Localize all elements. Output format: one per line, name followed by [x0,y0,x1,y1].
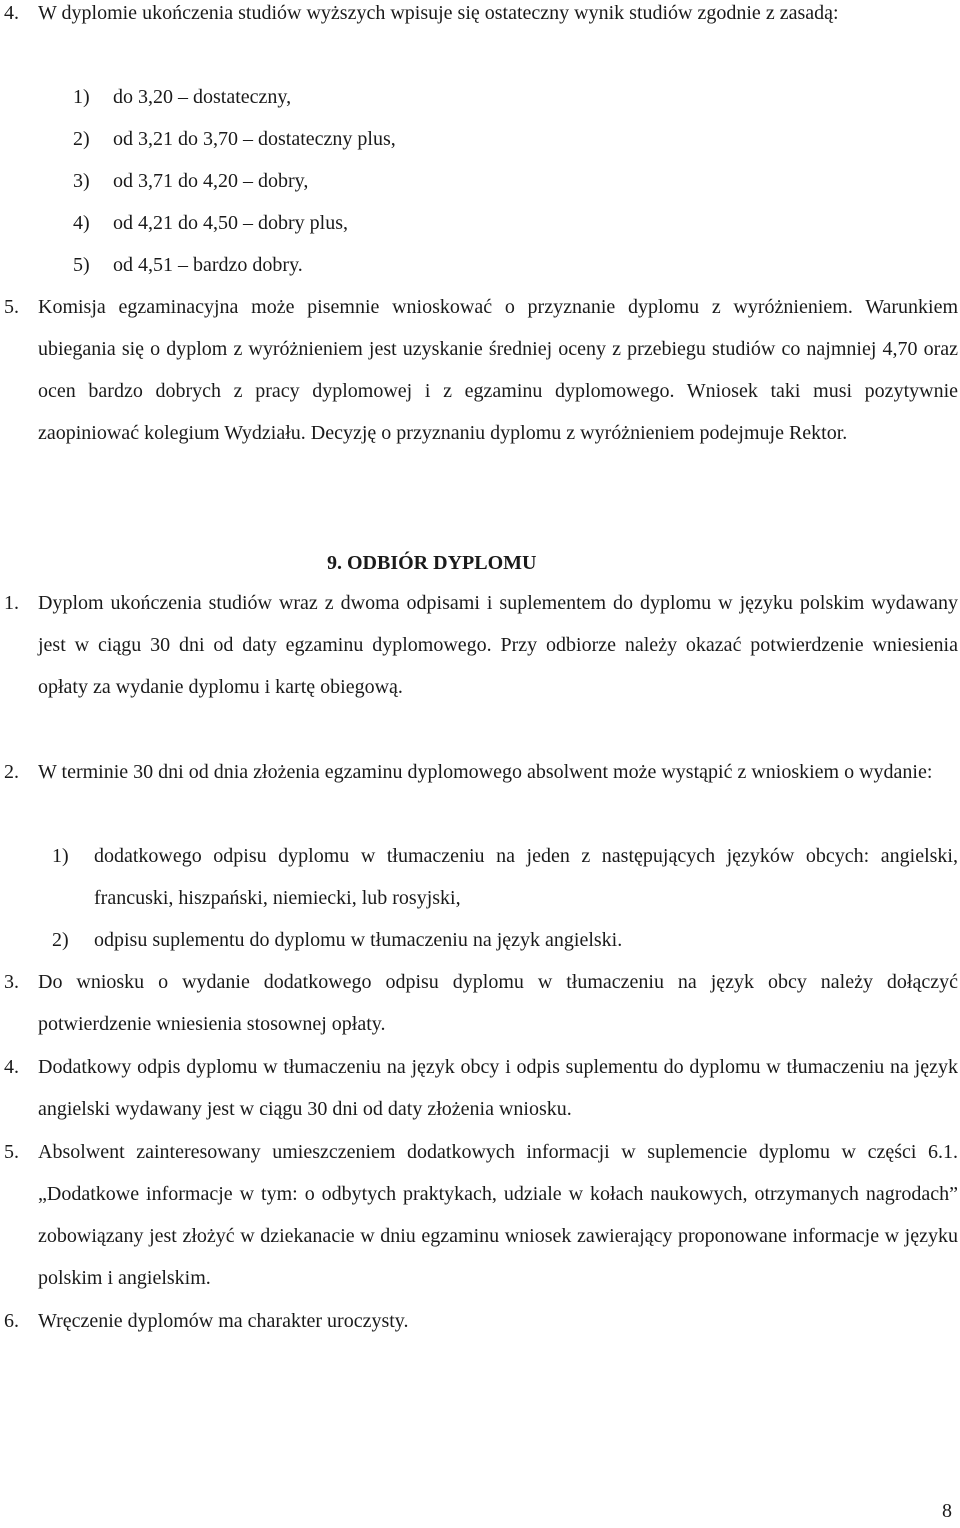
paragraph-text: Komisja egzaminacyjna może pisemnie wnioskować o przyznanie dyplomu z wyróżnieniem. Warunkiem ubiegania się o dyplom z wyróżnieniem jest uzyskanie średniej oceny z przebiegu studiów co najmniej 4,70 oraz ocen bardzo dobrych z pracy dyplomowej i z egzaminu dyplomowego. Wniosek taki musi pozytywnie zaopiniować kolegium Wydziału. Decyzję o przyznaniu dyplomu z wyróżnieniem podejmuje Rektor. [38,296,958,444]
paragraph-text: Do wniosku o wydanie dodatkowego odpisu dyplomu w tłumaczeniu na język obcy należy dołączyć potwierdzenie wniesienia stosownej opłaty. [38,971,958,1035]
sub-item-text: dodatkowego odpisu dyplomu w tłumaczeniu na jeden z następujących języków obcych: angielski, francuski, hiszpański, niemiecki, lub rosyjski, [94,845,958,909]
item-number: 2. [4,761,19,783]
grade-number: 3) [73,170,90,192]
item-number: 5. [4,1141,19,1163]
sub-item-number: 2) [52,929,69,951]
paragraph-text: W terminie 30 dni od dnia złożenia egzaminu dyplomowego absolwent może wystąpić z wnioskiem o wydanie: [38,761,933,783]
item-number: 6. [4,1310,19,1332]
item-number: 4. [4,1056,19,1078]
grade-text: od 3,21 do 3,70 – dostateczny plus, [113,128,396,150]
sub-item-number: 1) [52,845,69,867]
grade-number: 5) [73,254,90,276]
paragraph-text: Dyplom ukończenia studiów wraz z dwoma odpisami i suplementem do dyplomu w języku polskim wydawany jest w ciągu 30 dni od daty egzaminu dyplomowego. Przy odbiorze należy okazać potwierdzenie wniesienia opłaty za wydanie dyplomu i kartę obiegową. [38,592,958,698]
grade-number: 1) [73,86,90,108]
paragraph-text: Wręczenie dyplomów ma charakter uroczysty. [38,1310,409,1332]
grade-text: do 3,20 – dostateczny, [113,86,292,108]
section-heading: 9. ODBIÓR DYPLOMU [327,552,537,574]
item-number: 3. [4,971,19,993]
item-number: 5. [4,296,19,318]
paragraph-text: Dodatkowy odpis dyplomu w tłumaczeniu na język obcy i odpis suplementu do dyplomu w tłumaczeniu na język angielski wydawany jest w ciągu 30 dni od daty złożenia wniosku. [38,1056,958,1120]
grade-text: od 4,51 – bardzo dobry. [113,254,303,276]
item-number: 4. [4,2,19,24]
grade-number: 2) [73,128,90,150]
page-number: 8 [942,1500,952,1522]
paragraph-text: W dyplomie ukończenia studiów wyższych wpisuje się ostateczny wynik studiów zgodnie z zasadą: [38,2,839,24]
paragraph-text: Absolwent zainteresowany umieszczeniem dodatkowych informacji w suplemencie dyplomu w części 6.1. „Dodatkowe informacje w tym: o odbytych praktykach, udziale w kołach naukowych, otrzymanych nagrodach” zobowiązany jest złożyć w dziekanacie w dniu egzaminu wniosek zawierający proponowane informacje w języku polskim i angielskim. [38,1141,958,1289]
grade-text: od 3,71 do 4,20 – dobry, [113,170,309,192]
sub-item-text: odpisu suplementu do dyplomu w tłumaczeniu na język angielski. [94,929,623,951]
grade-text: od 4,21 do 4,50 – dobry plus, [113,212,348,234]
item-number: 1. [4,592,19,614]
grade-number: 4) [73,212,90,234]
